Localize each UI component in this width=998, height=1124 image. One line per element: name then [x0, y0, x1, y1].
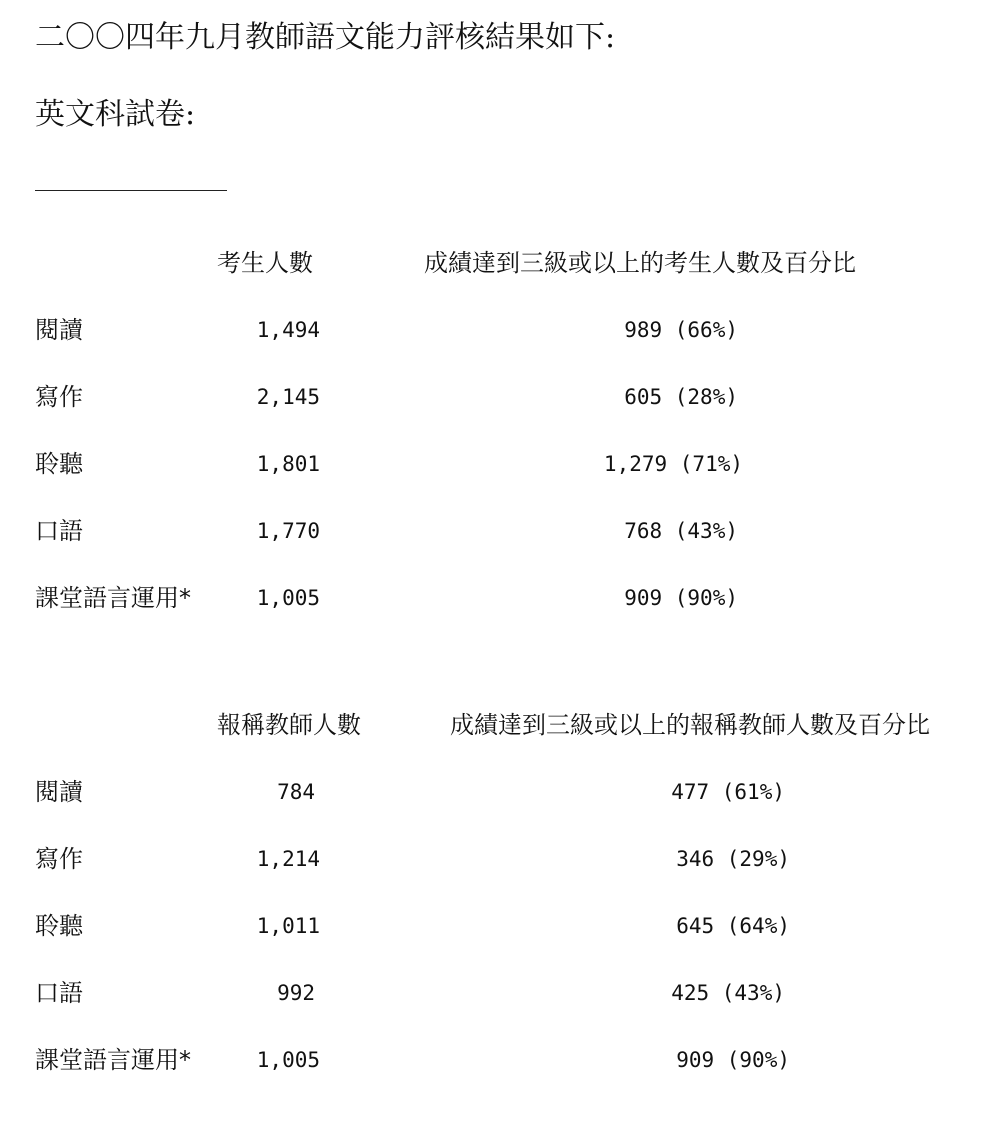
table2-col1-header: 報稱教師人數 — [217, 711, 361, 739]
table-row-label: 口語 — [35, 517, 83, 545]
table-row-result: 425 (43%) — [671, 981, 785, 1005]
table-row-label: 閱讀 — [35, 778, 83, 806]
heading-rule — [35, 190, 227, 191]
table-row-count: 1,005 — [256, 586, 320, 610]
table-row-result: 645 (64%) — [676, 914, 790, 938]
table-row-count: 1,770 — [256, 519, 320, 543]
table-row-count: 784 — [277, 780, 315, 804]
table-row-count: 1,011 — [256, 914, 320, 938]
table-row-count: 1,801 — [256, 452, 320, 476]
table-row-label: 聆聽 — [35, 912, 83, 940]
table-row-result: 346 (29%) — [676, 847, 790, 871]
table-row-label: 聆聽 — [35, 450, 83, 478]
table-row-result: 605 (28%) — [624, 385, 738, 409]
subject-heading: 英文科試卷: — [35, 97, 196, 132]
table-row-result: 1,279 (71%) — [603, 452, 743, 476]
table-row-label: 閱讀 — [35, 316, 83, 344]
table-row-label: 課堂語言運用* — [35, 584, 191, 612]
table-row-count: 2,145 — [256, 385, 320, 409]
table-row-result: 909 (90%) — [676, 1048, 790, 1072]
table1-col2-header: 成績達到三級或以上的考生人數及百分比 — [424, 249, 856, 277]
table-row-label: 口語 — [35, 979, 83, 1007]
table-row-result: 768 (43%) — [624, 519, 738, 543]
table-row-count: 1,494 — [256, 318, 320, 342]
table-row-result: 989 (66%) — [624, 318, 738, 342]
table-row-result: 477 (61%) — [671, 780, 785, 804]
table-row-result: 909 (90%) — [624, 586, 738, 610]
table-row-count: 992 — [277, 981, 315, 1005]
table-row-label: 寫作 — [35, 845, 83, 873]
table-row-count: 1,214 — [256, 847, 320, 871]
table-row-label: 課堂語言運用* — [35, 1046, 191, 1074]
table-row-count: 1,005 — [256, 1048, 320, 1072]
table1-col1-header: 考生人數 — [217, 249, 313, 277]
table2-col2-header: 成績達到三級或以上的報稱教師人數及百分比 — [450, 711, 930, 739]
page-heading: 二〇〇四年九月教師語文能力評核結果如下: — [35, 20, 616, 55]
table-row-label: 寫作 — [35, 383, 83, 411]
